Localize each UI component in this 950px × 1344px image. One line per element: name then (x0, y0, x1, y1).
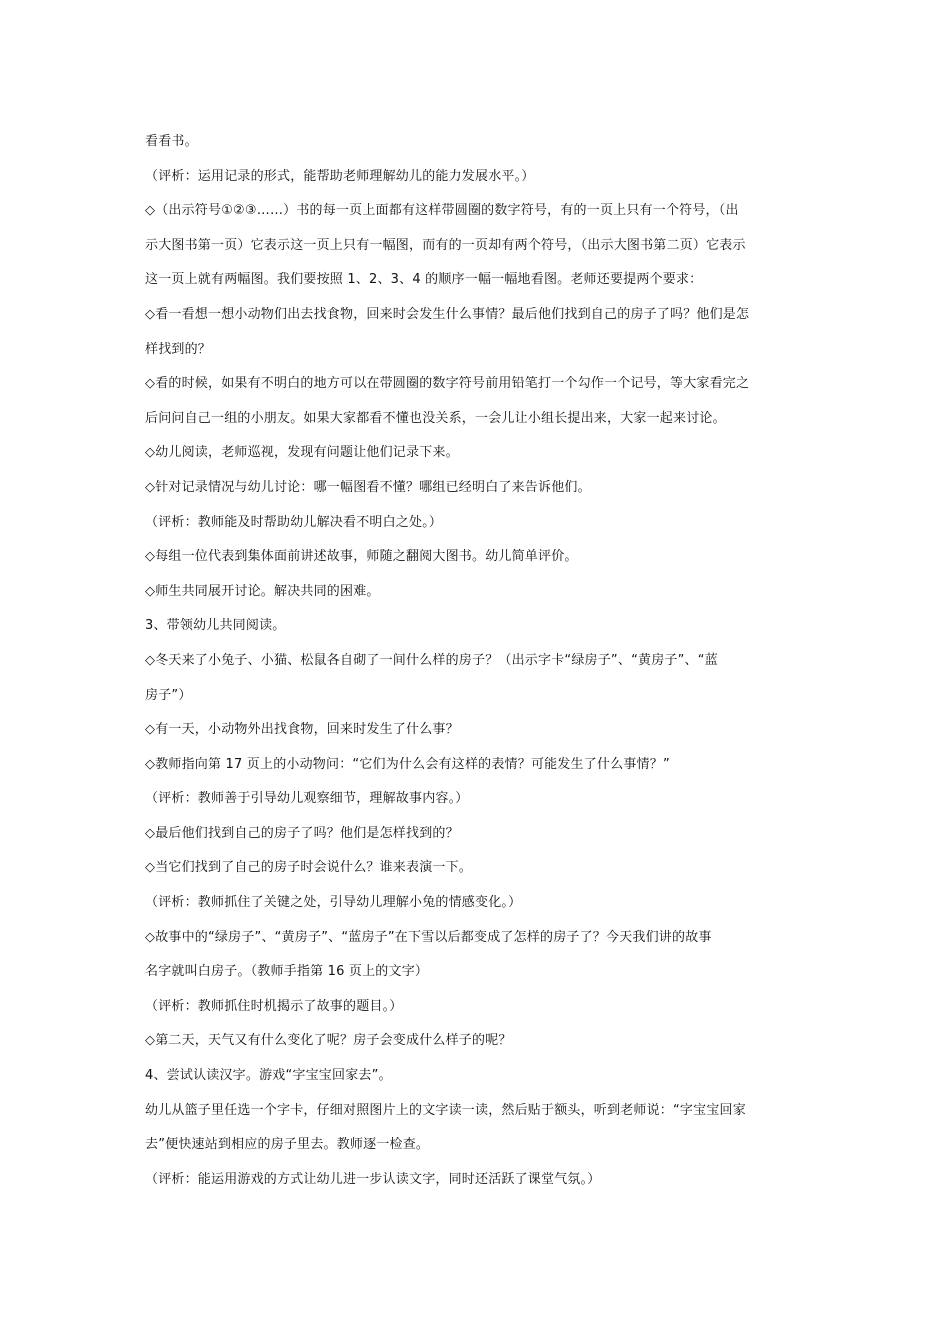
section-heading: 4、尝试认读汉字。游戏“字宝宝回家去”。 (145, 1068, 392, 1084)
text-line: ◇故事中的“绿房子”、“黄房子”、“蓝房子”在下雪以后都变成了怎样的房子了？今天我们讲的故事 (145, 929, 712, 945)
text-line: （评析：运用记录的形式，能帮助老师理解幼儿的能力发展水平。） (145, 168, 535, 184)
text-line: ◇每组一位代表到集体面前讲述故事，师随之翻阅大图书。幼儿简单评价。 (145, 549, 578, 565)
text-line: ◇冬天来了小兔子、小猫、松鼠各自砌了一间什么样的房子？（出示字卡“绿房子”、“黄房子”、“蓝 (145, 652, 718, 668)
text-line: ◇师生共同展开讨论。解决共同的困难。 (145, 583, 380, 599)
text-line: 去”便快速站到相应的房子里去。教师逐一检查。 (145, 1137, 430, 1153)
text-line: 样找到的？ (145, 341, 212, 357)
text-line: 房子”） (145, 687, 192, 703)
text-line: 名字就叫白房子。（教师手指第 16 页上的文字） (145, 964, 429, 980)
text-line: （评析：教师抓住了关键之处，引导幼儿理解小兔的情感变化。） (145, 895, 522, 911)
text-line: ◇最后他们找到自己的房子了吗？他们是怎样找到的？ (145, 825, 459, 841)
text-line: 示大图书第一页）它表示这一页上只有一幅图，而有的一页却有两个符号，（出示大图书第二页）它表示 (145, 237, 746, 253)
section-heading: 3、带领幼儿共同阅读。 (145, 618, 286, 634)
document-body (145, 125, 810, 1197)
text-line: ◇第二天，天气又有什么变化了呢？房子会变成什么样子的呢？ (145, 1033, 512, 1049)
text-line: ◇幼儿阅读，老师巡视，发现有问题让他们记录下来。 (145, 445, 459, 461)
text-line: （评析：教师抓住时机揭示了故事的题目。） (145, 998, 403, 1014)
text-line: ◇有一天，小动物外出找食物，回来时发生了什么事？ (145, 722, 459, 738)
text-line: ◇教师指向第 17 页上的小动物问：“它们为什么会有这样的表情？可能发生了什么事情？” (145, 756, 670, 772)
text-line: 看看书。 (145, 134, 198, 149)
text-line: ◇当它们找到了自己的房子时会说什么？谁来表演一下。 (145, 860, 472, 876)
text-line: （评析：教师能及时帮助幼儿解决看不明白之处。） (145, 514, 443, 530)
text-line: 幼儿从篮子里任选一个字卡，仔细对照图片上的文字读一读，然后贴于额头，听到老师说：“字宝宝回家 (145, 1102, 746, 1118)
text-line: 这一页上就有两幅图。我们要按照 1、2、3、4 的顺序一幅一幅地看图。老师还要提两个要求： (145, 272, 703, 288)
text-line: 后问问自己一组的小朋友。如果大家都看不懂也没关系，一会儿让小组长提出来，大家一起来讨论。 (145, 410, 726, 426)
text-line: （评析：教师善于引导幼儿观察细节，理解故事内容。） (145, 791, 469, 807)
text-line: ◇看的时候，如果有不明白的地方可以在带圆圈的数字符号前用铅笔打一个勾作一个记号，等大家看完之 (145, 376, 750, 392)
text-line: ◇针对记录情况与幼儿讨论：哪一幅图看不懂？哪组已经明白了来告诉他们。 (145, 479, 591, 495)
text-line: （评析：能运用游戏的方式让幼儿进一步认读文字，同时还活跃了课堂气氛。） (145, 1171, 601, 1187)
text-line: ◇（出示符号①②③……）书的每一页上面都有这样带圆圈的数字符号，有的一页上只有一个符号，（出 (145, 203, 739, 219)
text-line: ◇看一看想一想小动物们出去找食物，回来时会发生什么事情？最后他们找到自己的房子了吗？他们是怎 (145, 306, 750, 322)
